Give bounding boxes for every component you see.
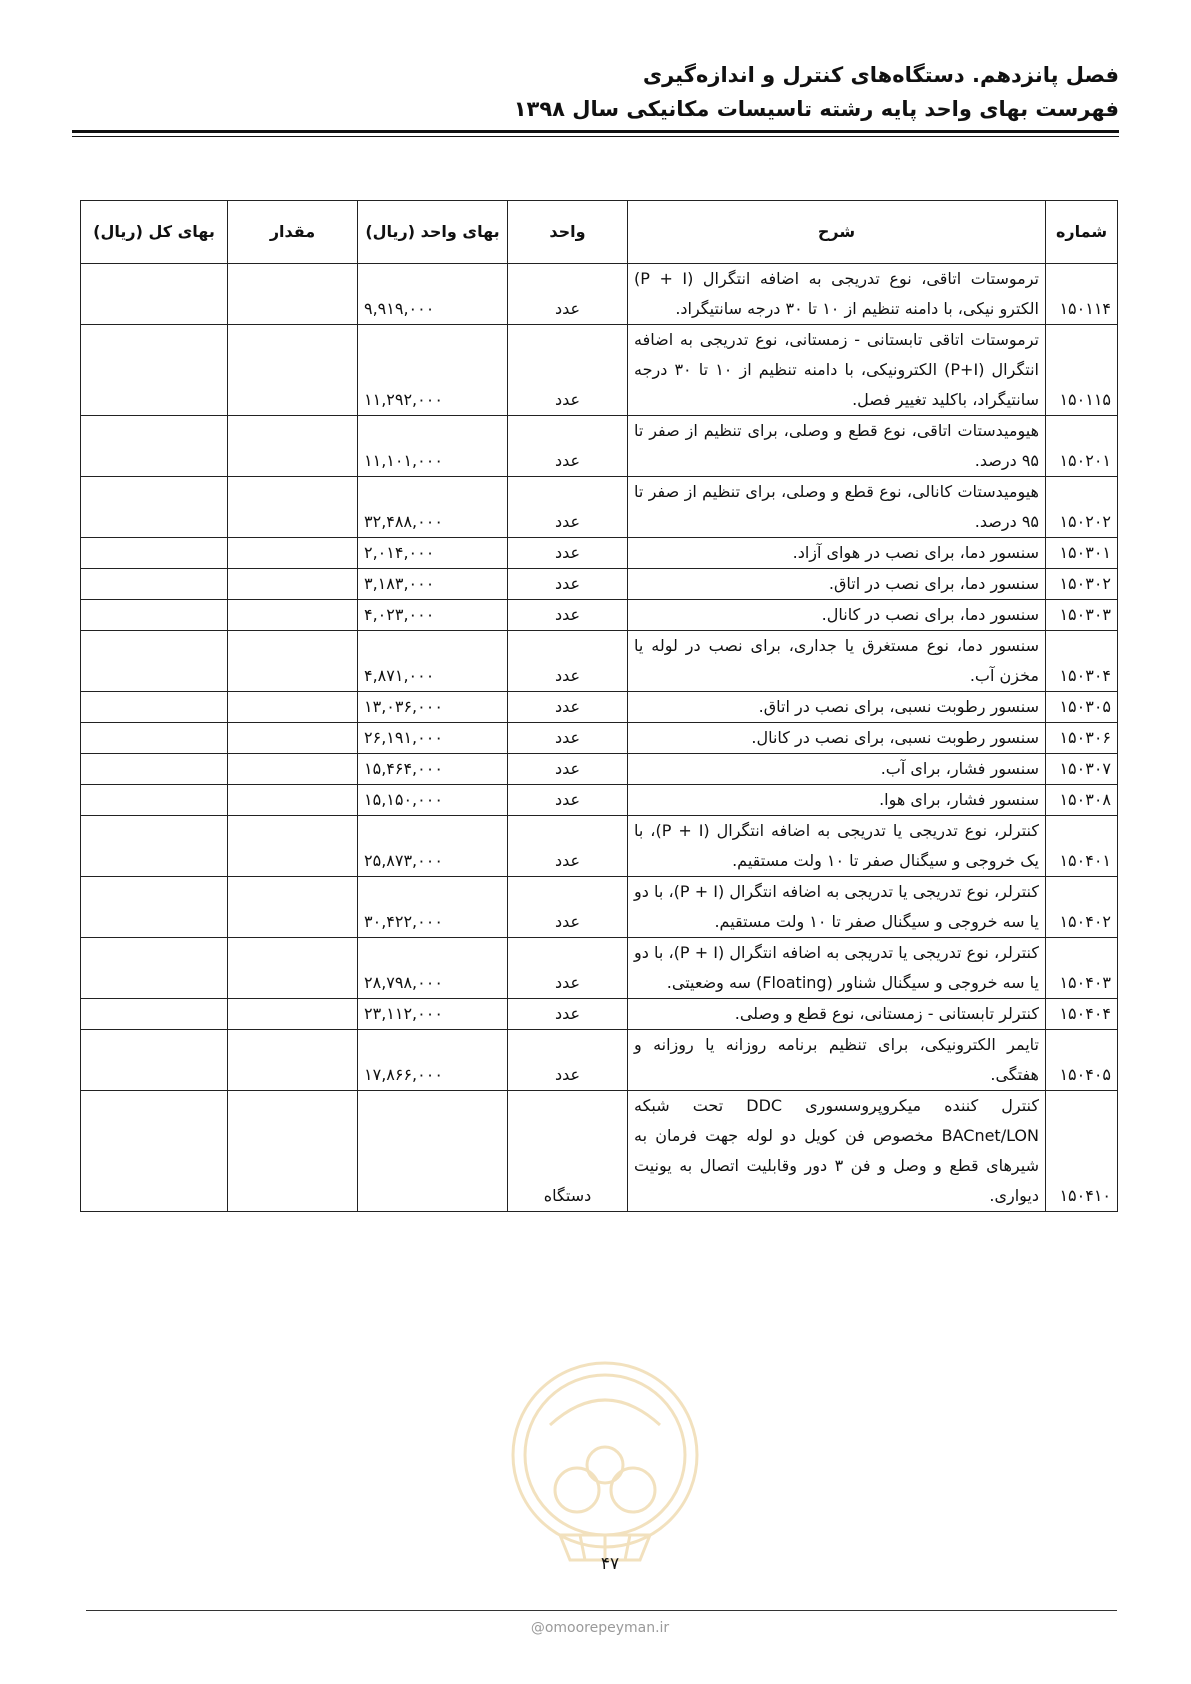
item-total-price [81,816,228,877]
item-total-price [81,877,228,938]
item-code: ۱۵۰۴۰۳ [1046,938,1118,999]
item-unit: عدد [508,816,628,877]
item-unit-price: ۲۵,۸۷۳,۰۰۰ [358,816,508,877]
item-quantity [228,999,358,1030]
item-total-price [81,754,228,785]
item-unit-price: ۴,۰۲۳,۰۰۰ [358,600,508,631]
item-unit-price: ۱۵,۴۶۴,۰۰۰ [358,754,508,785]
item-description: ترموستات اتاقی، نوع تدریجی به اضافه انتگرال (P + I) الکترو نیکی، با دامنه تنظیم از ۱۰ تا ۳۰ درجه سانتیگراد. [628,264,1046,325]
item-unit: عدد [508,785,628,816]
item-code: ۱۵۰۳۰۴ [1046,631,1118,692]
item-total-price [81,538,228,569]
item-total-price [81,325,228,416]
table-row [81,416,1118,477]
item-description: سنسور رطوبت نسبی، برای نصب در اتاق. [628,692,1046,723]
item-quantity [228,1030,358,1091]
item-unit: عدد [508,416,628,477]
page-header [72,58,1119,126]
item-unit-price: ۹,۹۱۹,۰۰۰ [358,264,508,325]
item-quantity [228,477,358,538]
item-unit: عدد [508,600,628,631]
item-unit-price: ۴,۸۷۱,۰۰۰ [358,631,508,692]
item-unit: عدد [508,631,628,692]
item-code: ۱۵۰۳۰۵ [1046,692,1118,723]
item-unit: عدد [508,538,628,569]
page-number: ۴۷ [600,1554,620,1574]
item-unit: دستگاه [508,1091,628,1212]
price-table [80,200,1118,1212]
item-quantity [228,754,358,785]
item-description: کنترلر، نوع تدریجی یا تدریجی به اضافه انتگرال (P + I)، با دو یا سه خروجی و سیگنال صفر تا ۱۰ ولت مستقیم. [628,877,1046,938]
item-unit-price: ۱۱,۲۹۲,۰۰۰ [358,325,508,416]
table-header-row [81,201,1118,264]
table-row [81,877,1118,938]
item-total-price [81,600,228,631]
item-total-price [81,416,228,477]
item-quantity [228,938,358,999]
table-row [81,1030,1118,1091]
item-quantity [228,325,358,416]
item-code: ۱۵۰۳۰۸ [1046,785,1118,816]
item-quantity [228,877,358,938]
table-row [81,754,1118,785]
table-row [81,999,1118,1030]
item-description: سنسور دما، نوع مستغرق یا جداری، برای نصب در لوله یا مخزن آب. [628,631,1046,692]
item-code: ۱۵۰۲۰۲ [1046,477,1118,538]
item-code: ۱۵۰۳۰۳ [1046,600,1118,631]
table-row [81,938,1118,999]
item-unit-price: ۳۰,۴۲۲,۰۰۰ [358,877,508,938]
item-unit: عدد [508,264,628,325]
item-total-price [81,569,228,600]
item-unit-price: ۲۶,۱۹۱,۰۰۰ [358,723,508,754]
item-quantity [228,416,358,477]
table-row [81,264,1118,325]
table-row [81,1091,1118,1212]
item-total-price [81,785,228,816]
item-quantity [228,785,358,816]
item-description: کنترلر، نوع تدریجی یا تدریجی به اضافه انتگرال (P + I)، با دو یا سه خروجی و سیگنال شناور (Floating) سه وضعیتی. [628,938,1046,999]
item-unit-price: ۱۷,۸۶۶,۰۰۰ [358,1030,508,1091]
item-quantity [228,631,358,692]
item-description: ترموستات اتاقی تابستانی - زمستانی، نوع تدریجی به اضافه انتگرال (P+I) الکترونیکی، با دامنه تنظیم از ۱۰ تا ۳۰ درجه سانتیگراد، باکلید تغییر فصل. [628,325,1046,416]
item-total-price [81,999,228,1030]
item-code: ۱۵۰۳۰۷ [1046,754,1118,785]
item-total-price [81,1030,228,1091]
item-unit: عدد [508,1030,628,1091]
column-header-total-price: بهای کل (ریال) [81,201,228,264]
item-code: ۱۵۰۳۰۶ [1046,723,1118,754]
item-code: ۱۵۰۳۰۲ [1046,569,1118,600]
column-header-number: شماره [1046,201,1118,264]
item-description: سنسور رطوبت نسبی، برای نصب در کانال. [628,723,1046,754]
item-total-price [81,477,228,538]
item-code: ۱۵۰۴۰۲ [1046,877,1118,938]
item-description: سنسور دما، برای نصب در کانال. [628,600,1046,631]
item-quantity [228,816,358,877]
item-total-price [81,631,228,692]
item-code: ۱۵۰۱۱۴ [1046,264,1118,325]
item-unit: عدد [508,723,628,754]
item-code: ۱۵۰۴۰۵ [1046,1030,1118,1091]
item-unit-price: ۱۳,۰۳۶,۰۰۰ [358,692,508,723]
table-row [81,631,1118,692]
footer-credit: @omoorepeyman.ir [530,1620,670,1636]
item-unit: عدد [508,569,628,600]
item-unit: عدد [508,877,628,938]
item-description: سنسور دما، برای نصب در اتاق. [628,569,1046,600]
table-row [81,816,1118,877]
item-unit-price [358,1091,508,1212]
item-description: کنترلر، نوع تدریجی یا تدریجی به اضافه انتگرال (P + I)، با یک خروجی و سیگنال صفر تا ۱۰ ولت مستقیم. [628,816,1046,877]
item-unit: عدد [508,999,628,1030]
table-row [81,569,1118,600]
item-description: سنسور فشار، برای آب. [628,754,1046,785]
table-row [81,600,1118,631]
item-total-price [81,692,228,723]
item-quantity [228,600,358,631]
item-code: ۱۵۰۳۰۱ [1046,538,1118,569]
item-code: ۱۵۰۴۰۱ [1046,816,1118,877]
item-total-price [81,1091,228,1212]
item-total-price [81,264,228,325]
item-quantity [228,538,358,569]
publisher-seal-watermark [505,1355,705,1570]
document-subtitle: فهرست بهای واحد پایه رشته تاسیسات مکانیکی سال ۱۳۹۸ [513,97,1119,121]
item-unit: عدد [508,325,628,416]
chapter-title: فصل پانزدهم. دستگاه‌های کنترل و اندازه‌گیری [642,63,1119,87]
item-quantity [228,569,358,600]
item-quantity [228,1091,358,1212]
table-row [81,325,1118,416]
column-header-unit: واحد [508,201,628,264]
item-quantity [228,692,358,723]
item-description: تایمر الکترونیکی، برای تنظیم برنامه روزانه یا روزانه و هفتگی. [628,1030,1046,1091]
table-row [81,538,1118,569]
item-unit-price: ۲۳,۱۱۲,۰۰۰ [358,999,508,1030]
item-quantity [228,723,358,754]
item-unit: عدد [508,477,628,538]
footer-rule [86,1610,1117,1611]
item-quantity [228,264,358,325]
item-unit-price: ۱۵,۱۵۰,۰۰۰ [358,785,508,816]
column-header-unit-price: بهای واحد (ریال) [358,201,508,264]
header-rule-thick [72,130,1119,133]
item-unit: عدد [508,692,628,723]
item-description: سنسور دما، برای نصب در هوای آزاد. [628,538,1046,569]
item-code: ۱۵۰۲۰۱ [1046,416,1118,477]
item-total-price [81,723,228,754]
item-unit-price: ۲,۰۱۴,۰۰۰ [358,538,508,569]
item-code: ۱۵۰۴۱۰ [1046,1091,1118,1212]
item-code: ۱۵۰۱۱۵ [1046,325,1118,416]
table-row [81,785,1118,816]
item-unit-price: ۳,۱۸۳,۰۰۰ [358,569,508,600]
header-rule-thin [72,136,1119,137]
table-row [81,723,1118,754]
item-description: سنسور فشار، برای هوا. [628,785,1046,816]
table-row [81,692,1118,723]
item-unit-price: ۲۸,۷۹۸,۰۰۰ [358,938,508,999]
item-description: کنترلر تابستانی - زمستانی، نوع قطع و وصلی. [628,999,1046,1030]
item-unit: عدد [508,938,628,999]
item-description: هیومیدستات اتاقی، نوع قطع و وصلی، برای تنظیم از صفر تا ۹۵ درصد. [628,416,1046,477]
item-unit: عدد [508,754,628,785]
table-row [81,477,1118,538]
item-unit-price: ۳۲,۴۸۸,۰۰۰ [358,477,508,538]
column-header-quantity: مقدار [228,201,358,264]
item-description: کنترل کننده میکروپروسسوری DDC تحت شبکه BACnet/LON مخصوص فن کویل دو لوله جهت فرمان به شیرهای قطع و وصل و فن ۳ دور وقابلیت اتصال به یونیت دیواری. [628,1091,1046,1212]
item-total-price [81,938,228,999]
item-code: ۱۵۰۴۰۴ [1046,999,1118,1030]
item-description: هیومیدستات کانالی، نوع قطع و وصلی، برای تنظیم از صفر تا ۹۵ درصد. [628,477,1046,538]
item-unit-price: ۱۱,۱۰۱,۰۰۰ [358,416,508,477]
column-header-description: شرح [628,201,1046,264]
